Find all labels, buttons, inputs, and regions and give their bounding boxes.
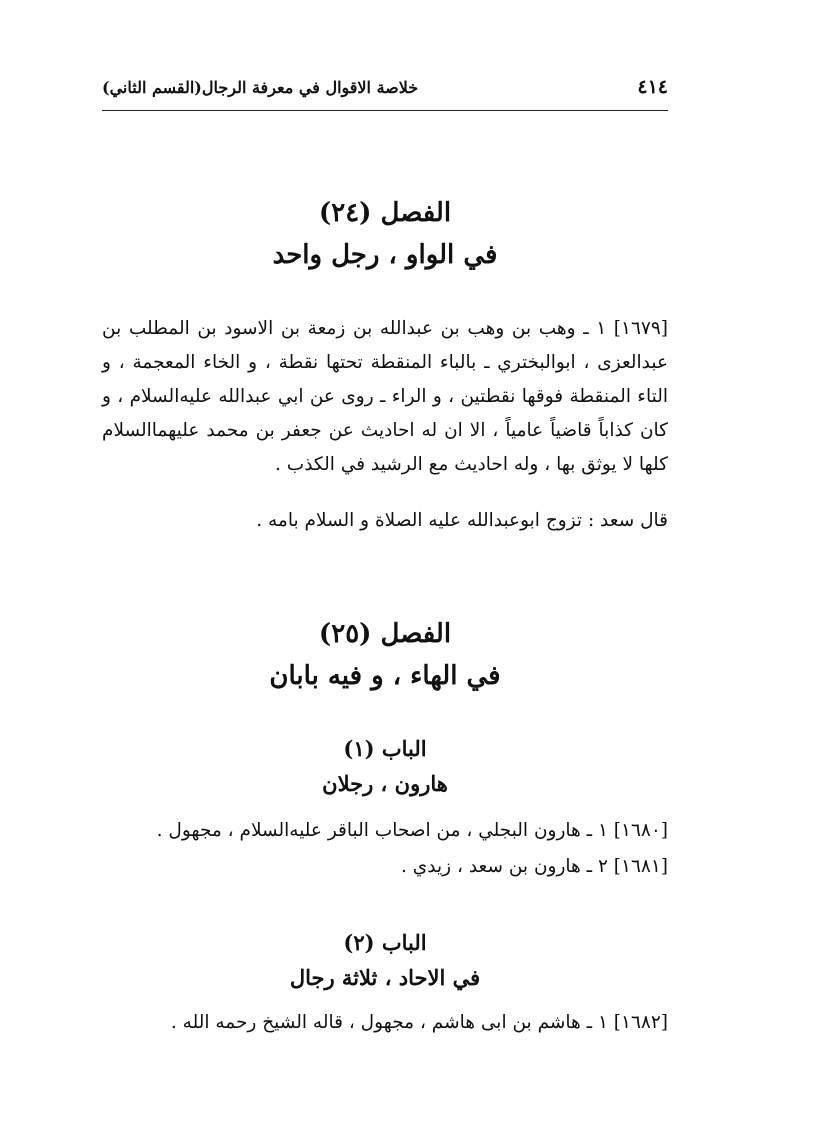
entry-note: قال سعد : تزوج ابوعبدالله عليه الصلاة و السلام بامه . (256, 510, 668, 531)
chapter-title: في الواو ، رجل واحد (272, 240, 498, 270)
chapter-title: في الهاء ، و فيه بابان (269, 661, 501, 691)
bab-1-heading (102, 732, 668, 802)
running-title: خلاصة الاقوال في معرفة الرجال(القسم الثاني) (102, 78, 419, 97)
section-title: هارون ، رجلان (322, 771, 448, 796)
section-title: في الاحاد ، ثلاثة رجال (289, 965, 481, 990)
chapter-number: الفصل (٢٥) (318, 619, 452, 649)
section-number: الباب (١) (343, 736, 427, 761)
chapter-number: الفصل (٢٤) (318, 198, 452, 228)
chapter-25-heading (102, 614, 668, 698)
entry-1680: [١٦٨٠] ١ ـ هارون البجلي ، من اصحاب الباقر عليه‌السلام ، مجهول . (156, 820, 668, 841)
bab-2-heading (102, 926, 668, 996)
page-header (102, 74, 668, 111)
section-number: الباب (٢) (343, 930, 427, 955)
page-number: ٤١٤ (637, 76, 668, 98)
entry-1679: [١٦٧٩] ١ ـ وهب بن وهب بن عبدالله بن زمعة بن الاسود بن المطلب بن عبدالعزى ، ابوالبختري ـ بالباء المنقطة تحتها نقطة ، و الخاء المعجمة ، و التاء المنقطة فوقها نقطتين ، و الراء ـ روى عن ابي عبدالله عليه‌السلام ، و كان كذاباً قاضياً عامياً ، الا ان له احاديث عن جعفر بن محمد عليهما‌السلام كلها لا يوثق بها ، وله احاديث مع الرشيد في الكذب . (102, 318, 668, 475)
entry-1681: [١٦٨١] ٢ ـ هارون بن سعد ، زيدي . (401, 856, 668, 877)
chapter-24-heading (102, 193, 668, 277)
entry-1682: [١٦٨٢] ١ ـ هاشم بن ابى هاشم ، مجهول ، قاله الشيخ رحمه الله . (170, 1012, 668, 1033)
